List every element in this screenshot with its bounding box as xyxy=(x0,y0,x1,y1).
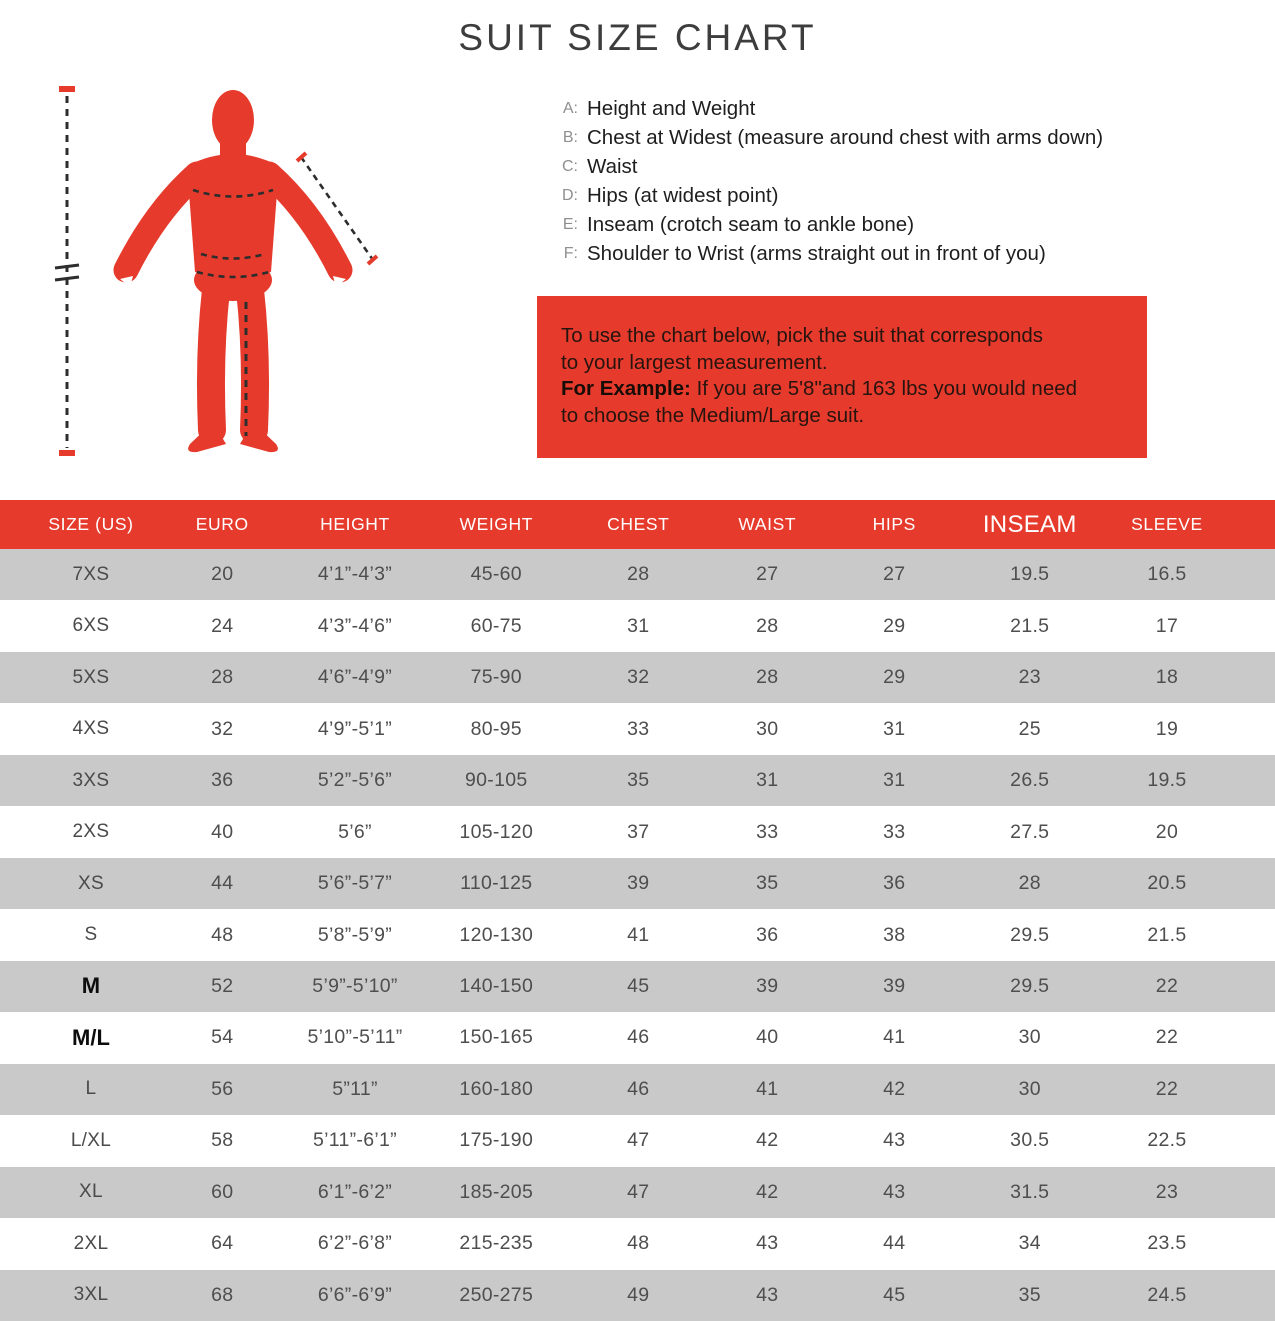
table-cell: 46 xyxy=(627,1077,650,1100)
body-figure xyxy=(40,80,400,480)
table-cell: 35 xyxy=(627,769,650,792)
table-cell: 33 xyxy=(883,820,906,843)
table-cell: 20 xyxy=(211,563,234,586)
table-cell: 52 xyxy=(211,974,234,997)
table-cell: 30.5 xyxy=(1010,1129,1050,1152)
size-cell: 3XL xyxy=(73,1284,109,1306)
table-cell: 68 xyxy=(211,1283,234,1306)
column-header: SIZE (US) xyxy=(48,514,134,534)
table-cell: 45 xyxy=(627,974,650,997)
measurement-letter: F: xyxy=(563,244,578,262)
table-row xyxy=(0,806,1275,857)
page-title: SUIT SIZE CHART xyxy=(458,17,817,58)
table-cell: 19 xyxy=(1155,717,1179,740)
column-header: WAIST xyxy=(738,514,797,534)
table-cell: 18 xyxy=(1155,666,1179,689)
table-cell: 44 xyxy=(211,872,234,895)
table-cell: 31.5 xyxy=(1010,1180,1050,1203)
table-cell: 31 xyxy=(883,717,906,740)
table-cell: 6’1”-6’2” xyxy=(317,1180,393,1203)
table-cell: 31 xyxy=(627,614,650,637)
table-cell: 22 xyxy=(1155,1026,1179,1049)
table-row xyxy=(0,1012,1275,1063)
size-cell: L xyxy=(85,1078,97,1100)
table-cell: 4’6”-4’9” xyxy=(317,666,393,689)
table-row xyxy=(0,703,1275,754)
table-row xyxy=(0,755,1275,806)
table-cell: 19.5 xyxy=(1010,563,1050,586)
column-header: CHEST xyxy=(607,514,670,534)
column-header: HIPS xyxy=(872,514,916,534)
table-cell: 49 xyxy=(627,1283,650,1306)
table-cell: 56 xyxy=(211,1077,234,1100)
table-cell: 20 xyxy=(1155,820,1179,843)
table-row xyxy=(0,549,1275,600)
table-header-row xyxy=(0,500,1275,549)
table-cell: 40 xyxy=(756,1026,779,1049)
table-cell: 34 xyxy=(1018,1232,1041,1255)
table-cell: 42 xyxy=(756,1180,779,1203)
table-cell: 250-275 xyxy=(459,1283,534,1306)
table-cell: 27 xyxy=(756,563,779,586)
table-cell: 30 xyxy=(1018,1026,1041,1049)
table-cell: 31 xyxy=(756,769,779,792)
table-cell: 28 xyxy=(627,563,650,586)
instruction-line: to your largest measurement. xyxy=(561,350,828,374)
table-cell: 35 xyxy=(1018,1283,1041,1306)
column-header: HEIGHT xyxy=(320,514,390,534)
table-cell: 5’9”-5’10” xyxy=(312,974,398,997)
table-cell: 5’10”-5’11” xyxy=(307,1026,403,1049)
table-cell: 42 xyxy=(756,1129,779,1152)
table-cell: 5’6” xyxy=(338,820,372,843)
measurement-key xyxy=(548,94,1103,268)
table-cell: 30 xyxy=(756,717,779,740)
table-cell: 43 xyxy=(756,1232,779,1255)
table-cell: 22 xyxy=(1155,974,1179,997)
measurement-item xyxy=(548,123,1103,152)
table-cell: 33 xyxy=(756,820,779,843)
table-row xyxy=(0,600,1275,651)
table-cell: 26.5 xyxy=(1010,769,1050,792)
height-measure-line xyxy=(55,86,79,456)
column-header: EURO xyxy=(195,514,249,534)
table-cell: 24.5 xyxy=(1147,1283,1187,1306)
measurement-item xyxy=(548,152,1103,181)
table-cell: 29 xyxy=(883,614,906,637)
table-cell: 20.5 xyxy=(1147,872,1187,895)
measurement-letter: B: xyxy=(562,128,578,146)
measurement-text: Waist xyxy=(587,154,638,178)
table-cell: 46 xyxy=(627,1026,650,1049)
size-cell: XL xyxy=(79,1181,103,1203)
table-cell: 36 xyxy=(756,923,779,946)
table-cell: 6’2”-6’8” xyxy=(317,1232,393,1255)
measurement-text: Shoulder to Wrist (arms straight out in front of you) xyxy=(587,241,1046,265)
table-row xyxy=(0,1167,1275,1218)
table-cell: 5’6”-5’7” xyxy=(317,872,393,895)
table-row xyxy=(0,1115,1275,1166)
table-cell: 28 xyxy=(756,614,779,637)
measurement-item xyxy=(548,94,1103,123)
size-cell: 2XS xyxy=(72,821,110,843)
measurement-item xyxy=(548,210,1103,239)
table-cell: 215-235 xyxy=(459,1232,534,1255)
table-cell: 22 xyxy=(1155,1077,1179,1100)
table-cell: 23 xyxy=(1018,666,1041,689)
measurement-letter: E: xyxy=(562,215,578,233)
size-table xyxy=(0,500,1275,1321)
size-cell: L/XL xyxy=(70,1129,112,1151)
measurement-letter: A: xyxy=(562,99,578,117)
table-cell: 160-180 xyxy=(459,1077,534,1100)
table-row xyxy=(0,858,1275,909)
table-cell: 19.5 xyxy=(1147,769,1187,792)
table-cell: 41 xyxy=(756,1077,779,1100)
table-cell: 47 xyxy=(627,1129,650,1152)
table-cell: 5”11” xyxy=(332,1077,378,1100)
measurement-text: Hips (at widest point) xyxy=(587,183,779,207)
table-cell: 41 xyxy=(627,923,650,946)
table-cell: 4’3”-4’6” xyxy=(317,614,393,637)
table-cell: 28 xyxy=(211,666,234,689)
size-cell: 7XS xyxy=(72,563,110,585)
size-cell: 5XS xyxy=(72,666,110,688)
table-cell: 64 xyxy=(211,1232,234,1255)
table-cell: 25 xyxy=(1018,717,1041,740)
instruction-line: to choose the Medium/Large suit. xyxy=(561,403,865,427)
table-cell: 48 xyxy=(627,1232,650,1255)
table-cell: 48 xyxy=(211,923,234,946)
size-cell: M/L xyxy=(72,1024,110,1050)
table-cell: 47 xyxy=(627,1180,650,1203)
measurement-text: Inseam (crotch seam to ankle bone) xyxy=(587,212,915,236)
table-cell: 60-75 xyxy=(470,614,522,637)
table-cell: 29.5 xyxy=(1010,974,1050,997)
table-cell: 45-60 xyxy=(470,563,522,586)
measurement-item xyxy=(548,181,1103,210)
instruction-line: To use the chart below, pick the suit that corresponds xyxy=(561,324,1044,347)
table-cell: 60 xyxy=(211,1180,234,1203)
body-silhouette xyxy=(120,90,346,452)
table-cell: 33 xyxy=(627,717,650,740)
measurement-text: Height and Weight xyxy=(587,96,756,120)
table-cell: 41 xyxy=(883,1026,906,1049)
table-cell: 36 xyxy=(883,872,906,895)
example-text: If you are 5'8"and 163 lbs you would need xyxy=(690,377,1078,400)
instruction-box xyxy=(537,296,1147,458)
column-header: INSEAM xyxy=(982,510,1077,538)
table-cell: 29 xyxy=(883,666,906,689)
table-cell: 120-130 xyxy=(459,923,534,946)
measurement-letter: D: xyxy=(562,186,578,204)
table-cell: 58 xyxy=(211,1129,234,1152)
size-cell: 2XL xyxy=(73,1232,109,1254)
size-cell: 4XS xyxy=(72,718,110,740)
table-row xyxy=(0,1270,1275,1321)
table-cell: 4’9”-5’1” xyxy=(317,717,393,740)
table-cell: 54 xyxy=(211,1026,234,1049)
table-cell: 21.5 xyxy=(1147,923,1187,946)
size-cell: XS xyxy=(77,872,104,894)
table-cell: 39 xyxy=(627,872,650,895)
table-cell: 39 xyxy=(883,974,906,997)
table-cell: 42 xyxy=(883,1077,906,1100)
table-cell: 75-90 xyxy=(470,666,522,689)
table-cell: 105-120 xyxy=(459,820,534,843)
table-cell: 80-95 xyxy=(470,717,522,740)
measurement-letter: C: xyxy=(562,157,578,175)
table-row xyxy=(0,1064,1275,1115)
table-cell: 5’8”-5’9” xyxy=(317,923,393,946)
table-cell: 38 xyxy=(883,923,906,946)
table-cell: 27 xyxy=(883,563,906,586)
table-cell: 4’1”-4’3” xyxy=(317,563,393,586)
table-cell: 31 xyxy=(883,769,906,792)
measurement-text: Chest at Widest (measure around chest with arms down) xyxy=(587,125,1104,149)
table-cell: 24 xyxy=(211,614,234,637)
table-cell: 44 xyxy=(883,1232,906,1255)
instruction-line xyxy=(561,376,1123,403)
table-cell: 32 xyxy=(211,717,234,740)
table-cell: 5’11”-6’1” xyxy=(313,1129,397,1152)
example-label: For Example: xyxy=(561,377,691,400)
table-cell: 22.5 xyxy=(1147,1129,1187,1152)
table-cell: 39 xyxy=(756,974,779,997)
table-cell: 37 xyxy=(627,820,650,843)
column-header: SLEEVE xyxy=(1131,514,1203,534)
table-cell: 43 xyxy=(756,1283,779,1306)
table-row xyxy=(0,1218,1275,1269)
table-cell: 43 xyxy=(883,1129,906,1152)
table-cell: 23.5 xyxy=(1147,1232,1187,1255)
table-cell: 110-125 xyxy=(460,872,533,895)
table-cell: 6’6”-6’9” xyxy=(317,1283,393,1306)
table-row xyxy=(0,961,1275,1012)
table-cell: 5’2”-5’6” xyxy=(317,769,393,792)
measurement-item xyxy=(548,239,1103,268)
table-row xyxy=(0,652,1275,703)
table-cell: 150-165 xyxy=(459,1026,534,1049)
table-cell: 30 xyxy=(1018,1077,1041,1100)
table-cell: 23 xyxy=(1155,1180,1179,1203)
table-cell: 43 xyxy=(883,1180,906,1203)
size-cell: S xyxy=(84,924,98,946)
size-cell: 6XS xyxy=(72,615,110,637)
table-cell: 35 xyxy=(756,872,779,895)
size-cell: M xyxy=(81,973,101,999)
table-cell: 90-105 xyxy=(464,769,528,792)
table-cell: 32 xyxy=(627,666,650,689)
table-cell: 17 xyxy=(1155,614,1179,637)
table-cell: 185-205 xyxy=(459,1180,534,1203)
column-header: WEIGHT xyxy=(459,514,534,534)
table-row xyxy=(0,909,1275,960)
table-cell: 36 xyxy=(211,769,234,792)
table-cell: 16.5 xyxy=(1147,563,1187,586)
table-cell: 175-190 xyxy=(459,1129,534,1152)
table-cell: 45 xyxy=(883,1283,906,1306)
table-cell: 27.5 xyxy=(1010,820,1050,843)
table-body xyxy=(0,549,1275,1321)
size-cell: 3XS xyxy=(72,769,110,791)
table-cell: 29.5 xyxy=(1010,923,1050,946)
table-cell: 21.5 xyxy=(1010,614,1050,637)
table-cell: 40 xyxy=(211,820,234,843)
table-cell: 140-150 xyxy=(459,974,534,997)
table-cell: 28 xyxy=(1018,872,1041,895)
table-cell: 28 xyxy=(756,666,779,689)
